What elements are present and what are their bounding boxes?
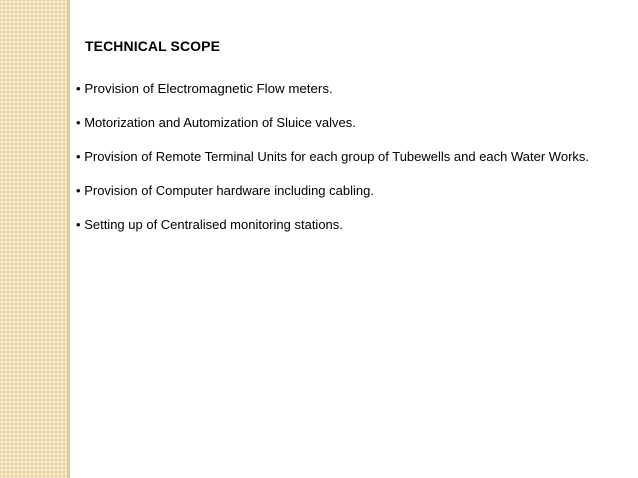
decorative-sidebar — [0, 0, 67, 478]
bullet-icon: • — [76, 183, 81, 198]
bullet-item — [76, 148, 616, 165]
bullet-icon: • — [76, 149, 81, 164]
bullet-text: Provision of Computer hardware including cabling. — [84, 183, 374, 198]
bullet-text: Motorization and Automization of Sluice valves. — [84, 115, 356, 130]
bullet-text: Provision of Electromagnetic Flow meters. — [84, 81, 333, 96]
bullet-item — [76, 80, 616, 97]
bullet-list — [76, 80, 616, 250]
bullet-item — [76, 216, 616, 233]
sidebar-divider — [67, 0, 70, 478]
bullet-icon: • — [76, 217, 81, 232]
bullet-icon: • — [76, 81, 81, 96]
bullet-icon: • — [76, 115, 81, 130]
bullet-item — [76, 114, 616, 131]
bullet-item — [76, 182, 616, 199]
bullet-text: Setting up of Centralised monitoring stations. — [84, 217, 343, 232]
slide-title: TECHNICAL SCOPE — [85, 38, 221, 54]
bullet-text: Provision of Remote Terminal Units for each group of Tubewells and each Water Works. — [84, 149, 590, 164]
